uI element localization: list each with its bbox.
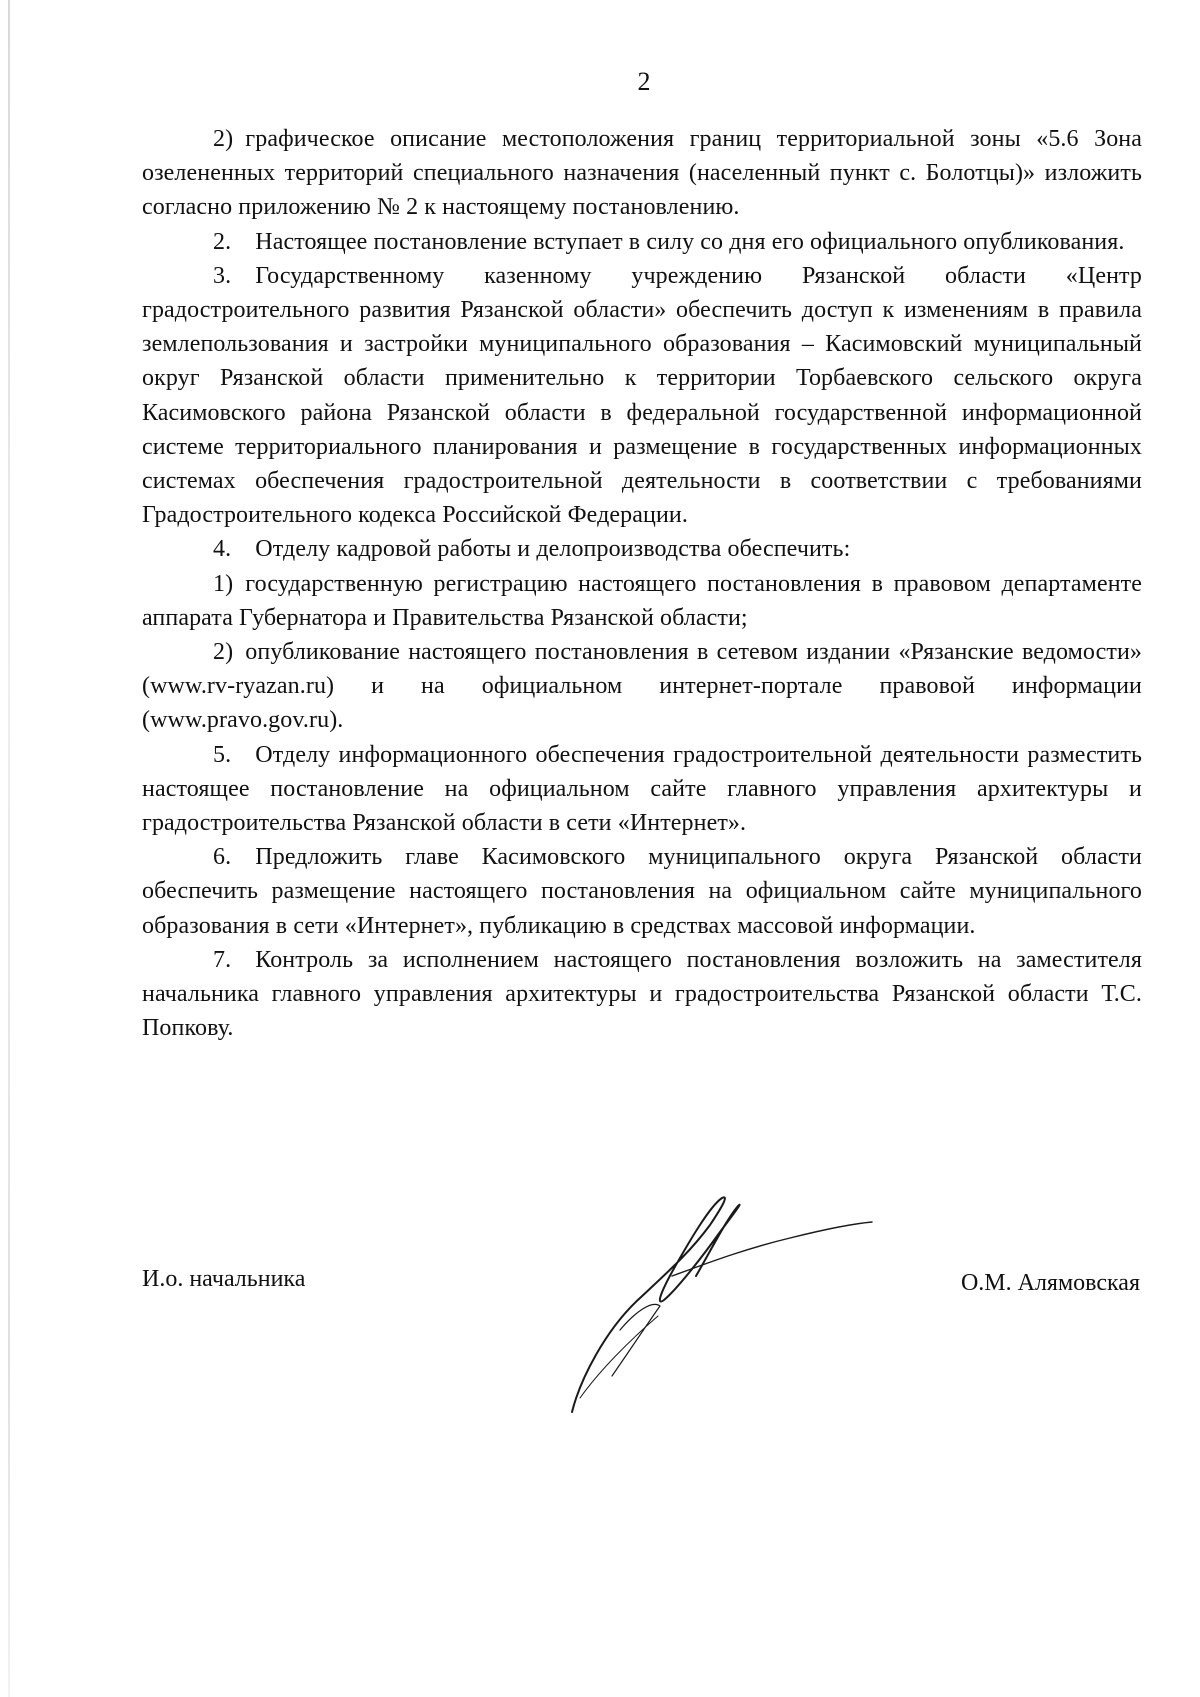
scan-edge (8, 0, 10, 1697)
page-number: 2 (637, 67, 651, 96)
paragraph-7: 7. Контроль за исполнением настоящего постановления возложить на заместителя начальника главного управления архитектуры и градостроительства Рязанской области Т.С. Попкову. (142, 946, 1142, 1042)
paragraph-4-1: 1) государственную регистрацию настоящего постановления в правовом департаменте аппарата Губернатора и Правительства Рязанской области; (142, 570, 1142, 631)
paragraph-4-2: 2) опубликование настоящего постановления в сетевом издании «Рязанские ведомости» (www.rv-ryazan.ru) и на официальном интернет-портале правовой информации (www.pravo.gov.ru). (142, 639, 1142, 734)
paragraph-3: 3. Государственному казенному учреждению Рязанской области «Центр градостроительного развития Рязанской области» обеспечить доступ к изменениям в правила землепользования и застройки муниципального образования – Касимовский муниципальный округ Рязанской области применительно к территории Торбаевского сельского округа Касимовского района Рязанской области в федеральной государственной информационной системе территориального планирования и размещение в государственных информационных системах обеспечения градостроительной деятельности в соответствии с требованиями Градостроительного кодекса Российской Федерации. (142, 262, 1142, 529)
paragraph-5: 5. Отделу информационного обеспечения градостроительной деятельности разместить настоящее постановление на официальном сайте главного управления архитектуры и градостроительства Рязанской области в сети «Интернет». (142, 741, 1142, 837)
paragraph-item-1-2: 2) графическое описание местоположения границ территориальной зоны «5.6 Зона озелененных территорий специального назначения (населенный пункт с. Болотцы)» изложить согласно приложению № 2 к настоящему постановлению. (142, 126, 1142, 221)
paragraph-6: 6. Предложить главе Касимовского муниципального округа Рязанской области обеспечить размещение настоящего постановления на официальном сайте муниципального образования в сети «Интернет», публикацию в средствах массовой информации. (142, 844, 1142, 939)
signatory-name: О.М. Алямовская (960, 1270, 1140, 1296)
signatory-position: И.о. начальника (142, 1266, 306, 1292)
paragraph-2: 2. Настоящее постановление вступает в силу со дня его официального опубликования. (213, 228, 1125, 255)
paragraph-4: 4. Отделу кадровой работы и делопроизводства обеспечить: (213, 536, 851, 563)
signature-block (142, 1262, 1140, 1302)
document-body (142, 122, 1142, 1045)
